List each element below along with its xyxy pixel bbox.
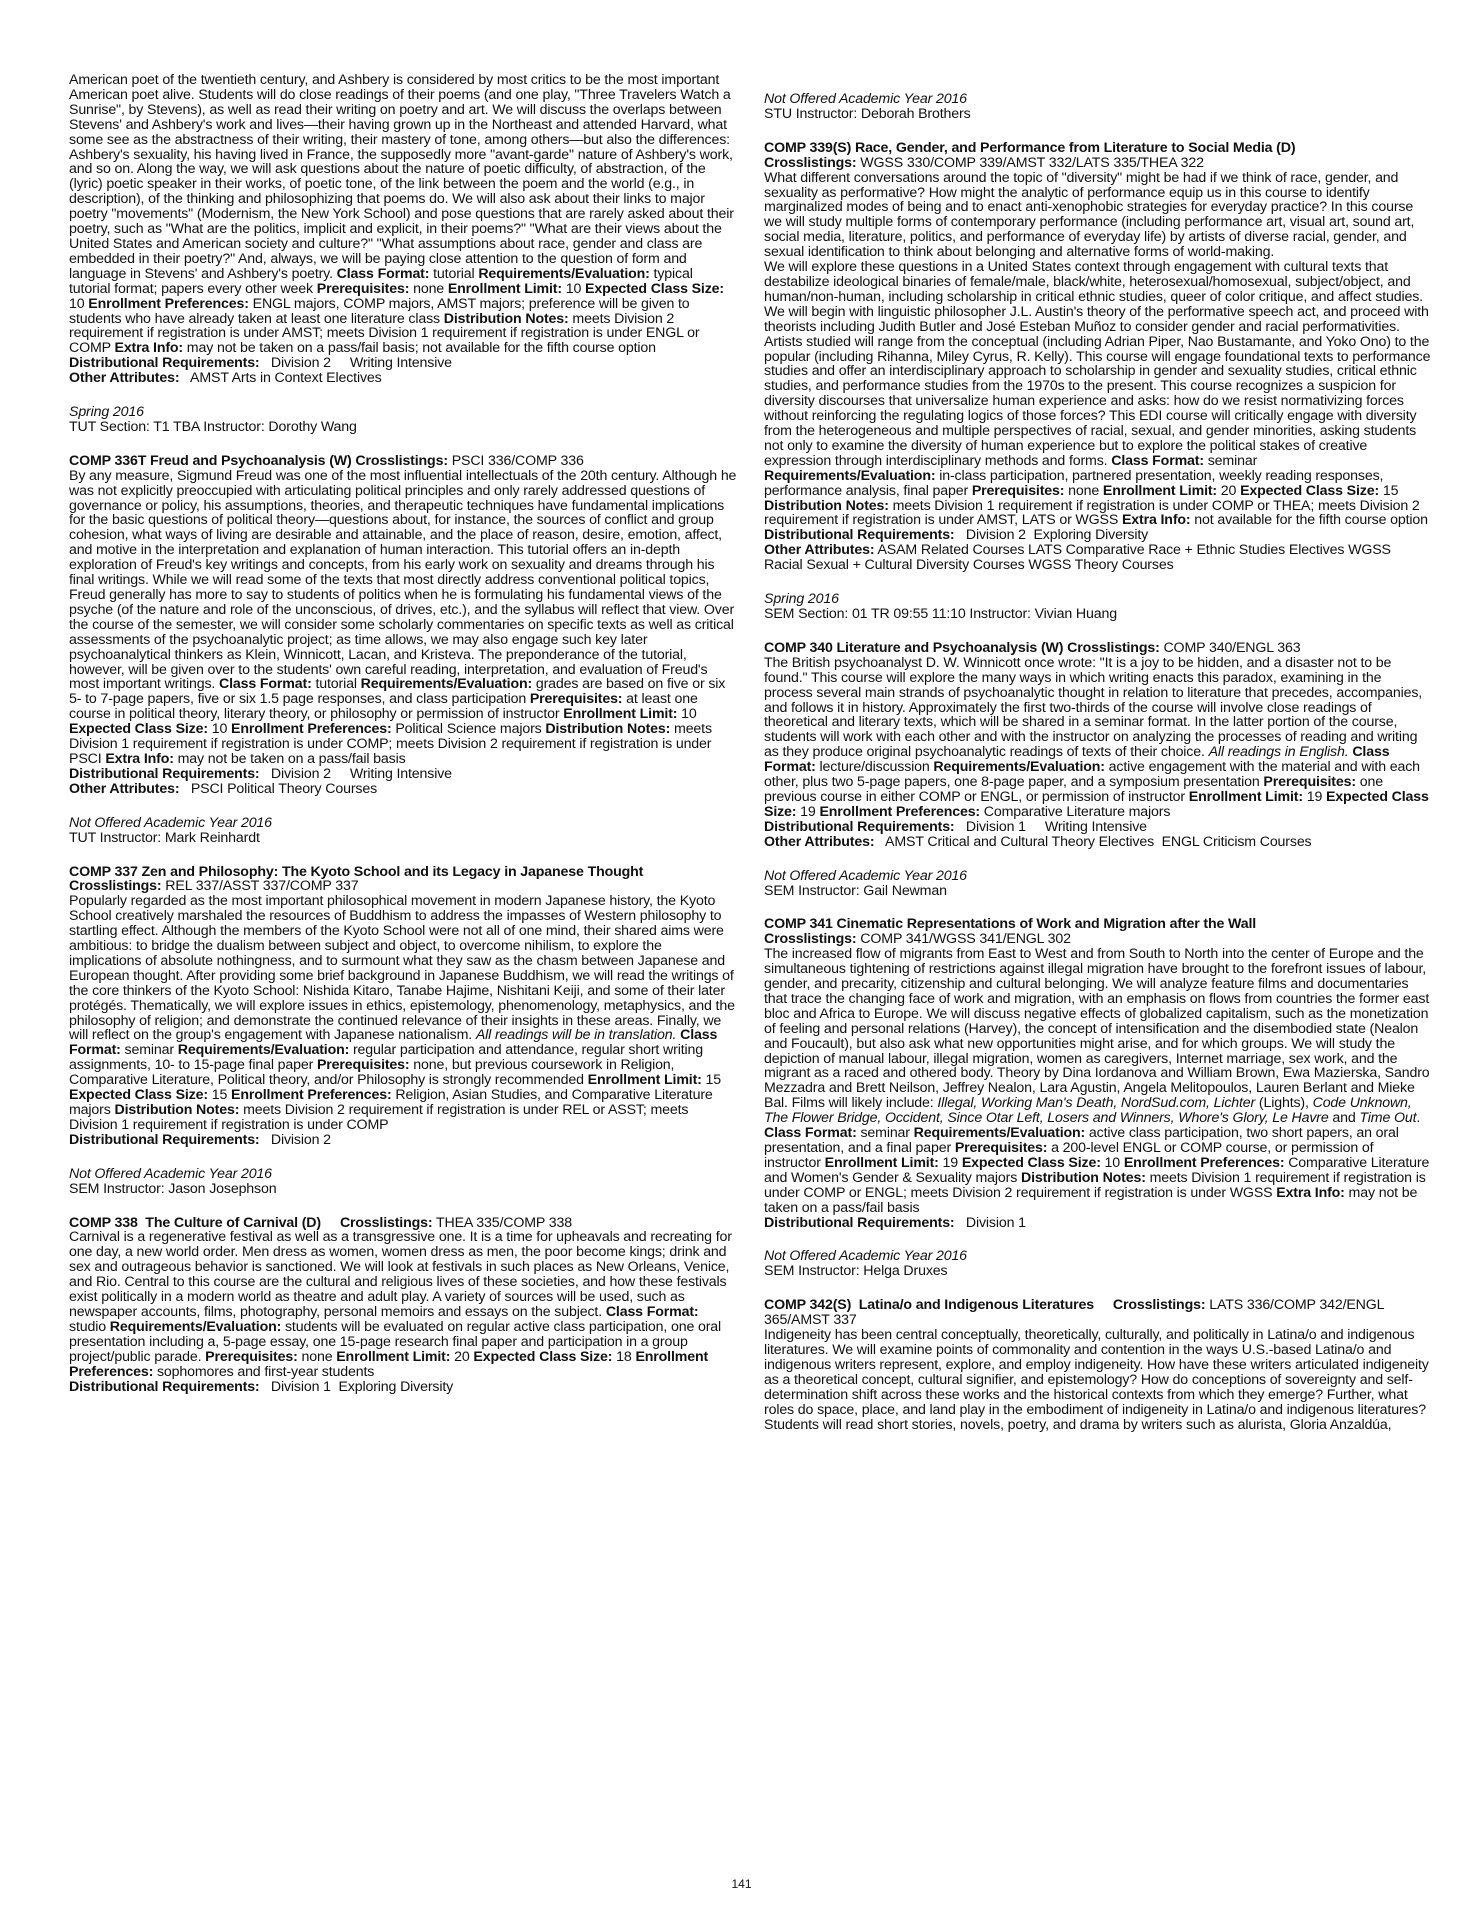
label: Extra Info:: [114, 340, 184, 357]
label: Distributional Requirements:: [764, 818, 955, 835]
distributional-requirements: [69, 1133, 737, 1148]
section-instructor: STU Instructor: Deborah Brothers: [764, 105, 971, 122]
course-title: COMP 337 Zen and Philosophy: The Kyoto School and its Legacy in Japanese Thought: [69, 863, 644, 880]
label: Expected Class Size:: [69, 1087, 208, 1104]
label: Expected Class Size:: [473, 1348, 613, 1365]
label: Extra Info:: [105, 750, 174, 767]
label: Requirements/Evaluation:: [913, 1125, 1086, 1142]
label: Requirements/Evaluation:: [177, 1042, 350, 1059]
other-attributes: [69, 371, 737, 386]
offering-info: [764, 92, 1432, 122]
value: meets Division 1 requirement if registration is under COMP or THEA; meets Division 2 requirement if registration is under AMST, LATS or WGSS: [764, 497, 1420, 529]
value: meets Division 2 requirement if registration is under AMST; meets Division 1 requirement if registration is under ENGL or COMP: [69, 310, 700, 357]
value: Division 2 Exploring Diversity: [954, 527, 1149, 544]
value: Comparative Literature majors: [980, 803, 1171, 820]
value: 20: [450, 1348, 474, 1365]
label: Prerequisites:: [316, 280, 410, 297]
course-description: [69, 1216, 737, 1380]
label: Expected Class Size:: [585, 280, 724, 297]
section-instructor: SEM Instructor: Gail Newman: [764, 882, 947, 899]
label: Prerequisites:: [316, 1057, 410, 1074]
label: Requirements/Evaluation:: [478, 265, 650, 282]
label: Class Format:: [1111, 452, 1204, 469]
label: Class Format:: [69, 1027, 718, 1059]
label: Crosslistings:: [1112, 1297, 1206, 1314]
label: Requirements/Evaluation:: [360, 676, 533, 693]
value: 19: [1302, 788, 1326, 805]
value: 15: [1379, 482, 1399, 499]
label: Enrollment Preferences:: [88, 295, 249, 312]
description-text: Popularly regarded as the most important philosophical movement in modern Japanese history, the Kyoto School creatively marshaled the resources of Buddhism to address the impasses of Western philosophy to startling effect. Although the members of the Kyoto School were not all of one mind, their shared aims were ambitious: to bridge the dualism between subject and object, to overcome nihilism, to explore the implications of absolute nothingness, and to surmount what they saw as the chasm between Japanese and European thought. After providing some brief background in Japanese Buddhism, we will read the writings of the core thinkers of the Kyoto School: Nishida Kitaro, Tanabe Hajime, Nishitani Keiji, and some of their later protégés. Thematically, we will explore issues in ethics, epistemology, phenomenology, metaphysics, and the philosophy of religion; and demonstrate the continued relevance of their insights in these areas. Finally, we will reflect on the group's engagement with Japanese nationalism.: [69, 893, 735, 1044]
other-attributes: [764, 543, 1432, 573]
label: Expected Class Size:: [69, 721, 208, 738]
value: studio: [69, 1318, 110, 1335]
distributional-requirements: [69, 356, 737, 371]
course-entry-continued: [69, 73, 737, 386]
label: Other Attributes:: [69, 370, 180, 387]
crosslistings: COMP 341/WGSS 341/ENGL 302: [856, 931, 1071, 948]
label: Prerequisites:: [205, 1348, 298, 1365]
value: 10: [69, 295, 89, 312]
description-text: We will explore these questions in a United States context through engagement with cultural texts that destabilize ideological binaries of female/male, black/white, heterosexual/homosexual, subject/object, and human/non-human, including scholarship in critical ethnic studies, queer of color critique, and affect studies. We will begin with linguistic philosopher J.L. Austin's theory of the performative speech act, and proceed with theorists including Judith Butler and José Esteban Muñoz to consider gender and racial performativities. Artists studied will range from the conceptual (including Adrian Piper, Nao Bustamante, and Yoko Ono) to the popular (including Rihanna, Miley Cyrus, R. Kelly). This course will engage foundational texts to performance studies and offer an interdisciplinary approach to scholarship in gender and sexuality studies, critical ethnic studies, and performance studies from the 1970s to the present. This course recognizes a suspicion for diversity discourses that universalize human experience and asks: how do we resist normativizing forces without reinforcing the regulating logics of those forces? This EDI course will critically engage with diversity from the heterogeneous and multiple perspectives of racial, sexual, and gender minorities, asking students not only to examine the diversity of human experience but to explore the political stakes of creative expression through interdisciplinary methods and forms.: [764, 259, 1431, 469]
film-note: .: [1416, 1110, 1421, 1127]
label: Requirements/Evaluation:: [109, 1318, 282, 1335]
distributional-requirements: [764, 528, 1432, 543]
description-text: By any measure, Sigmund Freud was one of the most influential intellectuals of the 20th century. Although he was not explicitly preoccupied with articulating political principles and only rarely addressed questions of governance or policy, his assumptions, theories, and therapeutic techniques have fundamental implications for the basic questions of political theory—questions about, for instance, the sources of conflict and group cohesion, what ways of living are desirable and attainable, and the place of reason, desire, emotion, affect, and motive in the interpretation and explanation of human interaction. This tutorial offers an in-depth exploration of Freud's key writings and concepts, from his early work on sexuality and dreams through his final writings. While we will read some of the texts that most directly address conventional political topics, Freud generally has more to say to students of politics when he is formulating his fundamental views of the psyche (of the nature and role of the unconscious, of drives, etc.), and the syllabus will reflect that view. Over the course of the semester, we will consider some scholarly commentaries on specific texts as well as critical assessments of the psychoanalytic project; as time allows, we may also engage such key later psychoanalytical thinkers as Klein, Winnicott, Lacan, and Kristeva. The preponderance of the tutorial, however, will be given over to the students' own careful reading, interpretation, and evaluation of Freud's most important writings.: [69, 467, 737, 693]
label: Crosslistings:: [764, 931, 857, 948]
label: Distribution Notes:: [114, 1102, 240, 1118]
right-column: [764, 92, 1432, 1451]
crosslistings: THEA 335/COMP 338: [432, 1214, 572, 1231]
label: Class Format:: [336, 265, 430, 282]
label: Distribution Notes:: [443, 310, 569, 327]
label: Enrollment Preferences:: [231, 721, 392, 738]
label: Other Attributes:: [764, 833, 875, 850]
value: ASAM Related Courses LATS Comparative Race + Ethnic Studies Electives WGSS Racial Sexual + Cultural Diversity Courses WGSS Theory Courses: [764, 542, 1391, 574]
course-description: [764, 641, 1432, 820]
label: Enrollment Limit:: [587, 1072, 702, 1089]
value: seminar: [1203, 452, 1258, 469]
label: Distribution Notes:: [545, 721, 671, 738]
label: Enrollment Preferences:: [69, 1348, 709, 1380]
value: 10: [677, 706, 697, 723]
course-title: COMP 341 Cinematic Representations of Work and Migration after the Wall: [764, 916, 1257, 933]
value: at least one course in political theory, literary theory, or philosophy or permission of instructor: [69, 691, 698, 723]
label: Distributional Requirements:: [764, 527, 955, 544]
value: Division 2: [259, 1131, 331, 1148]
value: meets Division 1 requirement if registration is under COMP or ENGL; meets Division 2 requirement if registration is under WGSS: [764, 1169, 1426, 1201]
label: Distributional Requirements:: [69, 765, 260, 782]
value: seminar: [120, 1042, 178, 1059]
value: active engagement with the material and with each other, plus two 5-page papers, one 8-page paper, and a symposium presentation: [764, 759, 1420, 791]
label: Distributional Requirements:: [69, 1131, 260, 1148]
crosslistings: LATS 336/COMP 342/ENGL 365/AMST 337: [764, 1297, 1384, 1329]
distributional-requirements: [69, 767, 737, 782]
label: Distributional Requirements:: [764, 1214, 955, 1231]
description-text: What different conversations around the topic of "diversity" might be had if we think of race, gender, and sexuality as performative? How might the analytic of performance equip us in this course to identify marginalized modes of being and to enact anti-xenophobic strategies for everyday practice? In this course we will study multiple forms of contemporary performance (including performance art, visual art, sound art, social media, literature, politics, and performance of everyday life) by artists of diverse racial, gender, and sexual identification to think about belonging and alternative forms of world-making.: [764, 169, 1415, 261]
course-entry-comp-338: [69, 1216, 737, 1395]
value: PSCI Political Theory Courses: [179, 780, 378, 797]
course-title: COMP 342(S) Latina/o and Indigenous Literatures: [764, 1297, 1113, 1314]
value: 10: [1100, 1154, 1124, 1171]
value: grades are based on five or six 5- to 7-page papers, five or six 1.5 page responses, and class participation: [69, 676, 726, 708]
description-text: Carnival is a regenerative festival as well as a transgressive one. It is a time for upheavals and recreating for one day, a new world order. Men dress as women, women dress as men, the poor become kings; drink and sex and outrageous behavior is sanctioned. We will look at festivals in such places as New Orleans, Venice, and Rio. Central to this course are the cultural and religious lives of these societies, and how these festivals exist politically in a modern world as theatre and adult play. A variety of sources will be used, such as newspaper accounts, films, photography, personal memoirs and essays on the subject.: [69, 1229, 732, 1320]
term: Not Offered Academic Year 2016: [764, 1248, 967, 1265]
value: Division 1 Exploring Diversity: [259, 1378, 454, 1395]
value: none: [1064, 482, 1103, 499]
label: Class Format:: [219, 676, 312, 693]
value: 20: [1217, 482, 1241, 499]
value: in-class participation, partnered presentation, weekly reading responses, performance analysis, final paper: [764, 467, 1384, 499]
label: Requirements/Evaluation:: [933, 759, 1105, 776]
left-column: [69, 73, 737, 1413]
value: 18: [612, 1348, 636, 1365]
label: Enrollment Limit:: [563, 706, 678, 723]
value: Division 2 Writing Intensive: [259, 765, 452, 782]
value: 15: [701, 1072, 722, 1089]
label: Expected Class Size:: [1240, 482, 1380, 499]
distributional-requirements: [69, 1380, 737, 1395]
label: Enrollment Preferences:: [231, 1087, 392, 1104]
label: Expected Class Size:: [764, 788, 1429, 820]
label: Enrollment Preferences:: [819, 803, 981, 820]
value: a 200-level ENGL or COMP course, or permission of instructor: [764, 1140, 1374, 1171]
course-entry-comp-337: [69, 865, 737, 1148]
value: ENGL majors, COMP majors, AMST majors; preference will be given to students who have already taken at least one literature class: [69, 295, 690, 327]
course-description: [69, 865, 737, 1133]
course-entry-comp-339s: [764, 141, 1432, 573]
offering-info: [764, 869, 1432, 899]
label: Distribution Notes:: [1020, 1169, 1146, 1186]
course-description: [69, 73, 737, 356]
film-note: and: [1328, 1110, 1360, 1127]
label: Prerequisites:: [1263, 774, 1356, 791]
crosslistings: REL 337/ASST 337/COMP 337: [161, 878, 359, 895]
value: seminar: [856, 1125, 914, 1142]
term: Not Offered Academic Year 2016: [764, 867, 967, 884]
offering-info: [69, 405, 737, 435]
offering-info: [764, 1249, 1432, 1279]
value: none: [297, 1348, 337, 1365]
value: tutorial: [429, 265, 479, 282]
label: Prerequisites:: [954, 1140, 1048, 1156]
description-italic: All readings will be in translation.: [475, 1027, 677, 1044]
label: Prerequisites:: [971, 482, 1065, 499]
term: Not Offered Academic Year 2016: [69, 1165, 272, 1182]
label: Other Attributes:: [764, 542, 875, 559]
term: Spring 2016: [764, 591, 839, 608]
film-titles: Time Out: [1359, 1110, 1417, 1127]
label: Class Format:: [764, 744, 1390, 776]
label: Enrollment Limit:: [336, 1348, 451, 1365]
label: Extra Info:: [1276, 1184, 1345, 1201]
section-instructor: SEM Instructor: Helga Druxes: [764, 1263, 948, 1280]
distributional-requirements: [764, 820, 1432, 835]
value: AMST Arts in Context Electives: [179, 370, 382, 387]
course-title: COMP 336T Freud and Psychoanalysis (W): [69, 452, 356, 469]
value: regular participation and attendance, regular short writing assignments, 10- to 15-page final paper: [69, 1042, 703, 1074]
course-entry-comp-341: [764, 917, 1432, 1230]
label: Class Format:: [764, 1125, 857, 1142]
offering-info: [69, 1167, 737, 1197]
description-text: The increased flow of migrants from East to West and from South to North into the center of Europe and the simultaneous tightening of restrictions against illegal migration have brought to the forefront issues of labour, gender, and precarity, citizenship and cultural belonging. We will analyze feature films and documentaries that trace the changing face of work and migration, with an emphasis on flows from countries the former east bloc and Africa to Europe. We will discuss negative effects of globalized capitalism, such as the monetization of feeling and personal relations (Harvey), the concept of intensification and the disembodied state (Nealon and Foucault), but also ask what new opportunities might arise, and for which groups. We will study the depiction of manual labour, illegal migration, women as caregivers, Internet marriage, sex work, and the migrant as a raced and othered body. Theory by Dina Iordanova and William Brown, Ewa Mazierska, Sandro Mezzadra and Brett Neilson, Jeffrey Nealon, Lara Agustin, Angela Melitopoulos, Lauren Berlant and Mieke Bal. Films will likely include:: [764, 946, 1430, 1112]
value: may not be taken on a pass/fail basis; not available for the fifth course option: [183, 340, 656, 357]
label: Enrollment Limit:: [447, 280, 562, 297]
course-entry-comp-336t: [69, 454, 737, 797]
value: not available for the fifth course option: [1190, 512, 1428, 529]
value: may not be taken on a pass/fail basis: [173, 750, 406, 767]
value: 19: [796, 803, 820, 820]
label: Extra Info:: [1121, 512, 1191, 529]
value: typical tutorial format; papers every other week: [69, 265, 693, 297]
value: lecture/discussion: [815, 759, 934, 776]
course-entry-comp-342s: [764, 1298, 1432, 1432]
section-instructor: TUT Section: T1 TBA Instructor: Dorothy Wang: [69, 418, 357, 435]
value: tutorial: [311, 676, 361, 693]
term: Not Offered Academic Year 2016: [764, 91, 967, 107]
term: Spring 2016: [69, 404, 144, 421]
value: none: [409, 280, 448, 297]
offering-info: [764, 592, 1432, 622]
label: Other Attributes:: [69, 780, 180, 797]
course-title: COMP 339(S) Race, Gender, and Performance from Literature to Social Media (D): [764, 139, 1296, 156]
crosslistings: WGSS 330/COMP 339/AMST 332/LATS 335/THEA 322: [856, 154, 1204, 171]
label: Distributional Requirements:: [69, 355, 260, 372]
label: Crosslistings:: [339, 1214, 433, 1231]
value: 10: [207, 721, 232, 738]
label: Crosslistings:: [355, 452, 448, 469]
section-instructor: SEM Instructor: Jason Josephson: [69, 1180, 277, 1197]
label: Enrollment Limit:: [1188, 788, 1303, 805]
value: AMST Critical and Cultural Theory Electives ENGL Criticism Courses: [874, 833, 1312, 850]
description-text: The British psychoanalyst D. W. Winnicott once wrote: "It is a joy to be hidden, and a disaster not to be found." This course will explore the many ways in which writing enacts this paradox, examining in the process several main strands of psychoanalytic thought in relation to literature that precedes, accompanies, and follows it in history. Approximately the first two-thirds of the course will involve close readings of theoretical and literary texts, which will be shared in a seminar format. In the latter portion of the course, students will work with each other and with the instructor on analyzing the processes of reading and writing as they produce original psychoanalytic readings of texts of their choice.: [764, 654, 1423, 761]
description-text: American poet of the twentieth century, and Ashbery is considered by most critics to be the most important American poet alive. Students will do close readings of their poems (and one play, "Three Travelers Watch a Sunrise", by Stevens), as well as read their writing on poetry and art. We will discuss the overlaps between Stevens' and Ashbery's work and lives—their having grown up in the Northeast and attended Harvard, what some see as the abstractness of their writing, their mastery of tone, among others—but also the differences: Ashbery's sexuality, his having lived in France, the supposedly more "avant-garde" nature of Ashbery's work, and so on. Along the way, we will ask questions about the nature of poetic difficulty, of abstraction, of the (lyric) poetic speaker in their works, of poetic tone, of the link between the poem and the world (e.g., in description), of the thinking and philosophizing that poems do. We will also ask about their links to major poetry "movements" (Modernism, the New York School) and pose questions that are rarely asked about their poetry, such as "What are the politics, implicit and explicit, in their poems?" "What are their views about the United States and American society and culture?" "What assumptions about race, gender and class are embedded in their poetry?" And, always, we will be paying close attention to the question of form and language in Stevens' and Ashbery's poetry.: [69, 72, 734, 282]
distributional-requirements: [764, 1216, 1432, 1231]
offering-info: [69, 816, 737, 846]
film-titles: Illegal, Working Man's Death, NordSud.com, Lichter: [937, 1095, 1256, 1112]
value: Religion, Asian Studies, and Comparative Literature majors: [69, 1087, 713, 1118]
course-title: COMP 340 Literature and Psychoanalysis (W): [764, 639, 1068, 656]
course-description: [764, 1298, 1432, 1432]
value: none, but previous coursework in Religion, Comparative Literature, Political theory, and/or Philosophy is strongly recommended: [69, 1057, 675, 1089]
label: Distributional Requirements:: [69, 1378, 260, 1395]
film-titles: Code Unknown, The Flower Bridge, Occident, Since Otar Left, Losers and Winners, Whore's Glory, Le Havre: [764, 1095, 1412, 1127]
description-italic: All readings in English.: [1208, 744, 1349, 761]
section-instructor: SEM Section: 01 TR 09:55 11:10 Instructor: Vivian Huang: [764, 606, 1117, 622]
value: active class participation, two short papers, an oral presentation, and a final paper: [764, 1125, 1399, 1156]
course-description: [69, 454, 737, 767]
value: Division 2 Writing Intensive: [259, 355, 452, 372]
label: Enrollment Limit:: [1102, 482, 1218, 499]
label: Requirements/Evaluation:: [764, 467, 936, 484]
course-description: [764, 141, 1432, 529]
value: may not be taken on a pass/fail basis: [764, 1184, 1418, 1216]
crosslistings: PSCI 336/COMP 336: [447, 452, 584, 469]
value: 10: [561, 280, 586, 297]
value: meets Division 1 requirement if registration is under COMP; meets Division 2 requirement if registration is under PSCI: [69, 721, 712, 767]
course-title: COMP 338 The Culture of Carnival (D): [69, 1214, 340, 1231]
course-description: [764, 917, 1432, 1215]
value: students will be evaluated on regular active class participation, one oral presentation including a, 5-page essay, one 15-page research final paper and participation in a group project/public parade.: [69, 1318, 722, 1365]
value: 19: [938, 1154, 962, 1171]
film-note: (Lights),: [1255, 1095, 1313, 1112]
value: Political Science majors: [391, 721, 546, 738]
value: Division 1: [954, 1214, 1026, 1231]
value: meets Division 2 requirement if registration is under REL or ASST; meets Division 1 requirement if registration is under COMP: [69, 1102, 689, 1133]
description-text: Indigeneity has been central conceptually, theoretically, culturally, and politically in Latina/o and indigenous literatures. We will examine points of commonality and contention in the ways U.S.-based Latina/o and indigenous writers represent, explore, and employ indigeneity. How have these writers articulated indigeneity as a theoretical concept, cultural signifier, and epistemology? How do conceptions of sovereignty and self-determination shift across these works and the historical contexts from which they emerge? Further, what roles do space, place, and land play in the embodiment of indigeneity in Latina/o and indigenous literatures? Students will read short stories, novels, poetry, and drama by writers such as alurista, Gloria Anzaldúa,: [764, 1327, 1429, 1433]
label: Crosslistings:: [69, 878, 162, 895]
label: Enrollment Limit:: [824, 1154, 939, 1171]
other-attributes: [69, 782, 737, 797]
other-attributes: [764, 835, 1432, 850]
label: Prerequisites:: [529, 691, 623, 708]
crosslistings: COMP 340/ENGL 363: [1159, 639, 1301, 656]
value: Comparative Literature and Women's Gender & Sexuality majors: [764, 1154, 1430, 1186]
label: Enrollment Preferences:: [1123, 1154, 1285, 1171]
value: sophomores and first-year students: [153, 1363, 375, 1380]
value: 15: [207, 1087, 232, 1104]
course-entry-comp-340: [764, 641, 1432, 850]
value: Division 1 Writing Intensive: [954, 818, 1147, 835]
term: Not Offered Academic Year 2016: [69, 814, 272, 831]
value: one previous course in either COMP or ENGL, or permission of instructor: [764, 774, 1383, 805]
label: Expected Class Size:: [961, 1154, 1101, 1171]
section-instructor: TUT Instructor: Mark Reinhardt: [69, 829, 260, 846]
label: Class Format:: [605, 1303, 699, 1320]
label: Distribution Notes:: [764, 497, 889, 514]
page-number: 141: [731, 1877, 752, 1891]
label: Crosslistings:: [764, 154, 857, 171]
label: Crosslistings:: [1067, 639, 1160, 656]
